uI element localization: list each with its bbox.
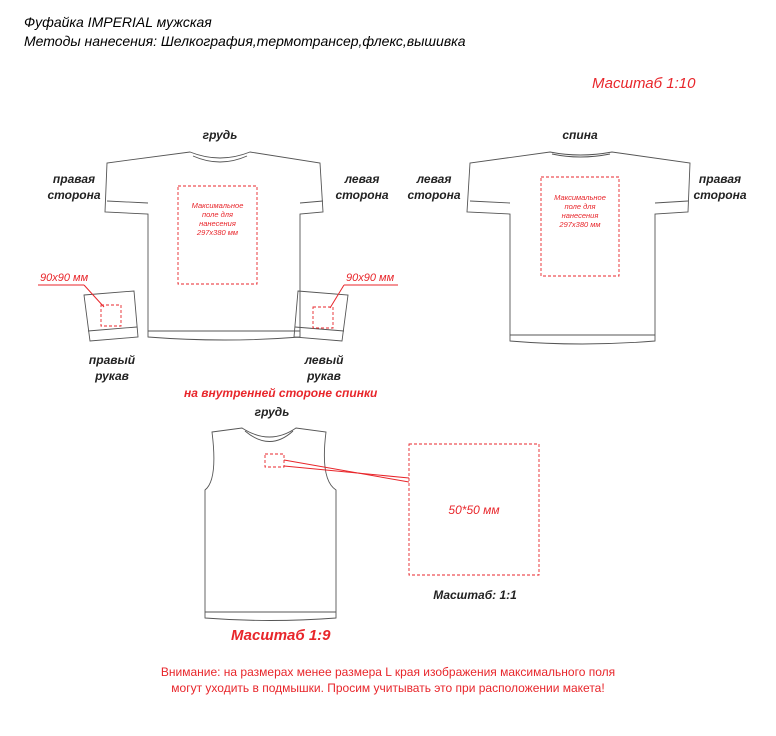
left-sleeve-outline	[294, 291, 348, 341]
back-right-side-1: правая	[698, 172, 742, 186]
zoom-scale-label: Масштаб: 1:1	[433, 588, 517, 602]
front-field-line-1: Максимальное	[191, 201, 244, 210]
page-title: Фуфайка IMPERIAL мужская	[24, 14, 212, 30]
front-field-line-2: поле для	[202, 210, 233, 219]
left-sleeve-print-field	[313, 307, 333, 328]
warning-line-1: Внимание: на размерах менее размера L края изображения максимального поля	[160, 665, 616, 679]
left-sleeve-label-1: левый	[304, 353, 344, 367]
right-sleeve-leader-d	[84, 285, 104, 307]
right-sleeve-size: 90x90 мм	[40, 272, 89, 284]
front-field-line-3: нанесения	[199, 219, 236, 228]
back-field-line-4: 297x380 мм	[559, 220, 601, 229]
inner-back-label: грудь	[254, 405, 290, 419]
left-sleeve-size: 90x90 мм	[346, 272, 395, 284]
right-sleeve-outline	[84, 291, 138, 341]
inner-back-scale: Масштаб 1:9	[231, 627, 331, 644]
scale-top: Масштаб 1:10	[592, 75, 696, 92]
right-sleeve-print-field	[101, 305, 121, 326]
inner-back-outline	[205, 428, 336, 621]
back-tshirt-outline	[467, 152, 690, 344]
right-sleeve-label-1: правый	[88, 353, 136, 367]
front-label: грудь	[202, 128, 238, 142]
back-left-side-1: левая	[416, 172, 452, 186]
front-right-side-2: сторона	[47, 188, 101, 202]
methods-line: Методы нанесения: Шелкография,термотрансер,флекс,вышивка	[24, 33, 466, 49]
back-field-line-3: нанесения	[561, 211, 599, 220]
back-label: спина	[562, 128, 598, 142]
left-sleeve-label-2: рукав	[307, 369, 341, 383]
warning-line-2: могут уходить в подмышки. Просим учитывать это при расположении макета!	[171, 681, 605, 695]
left-sleeve-leader-d	[330, 285, 344, 308]
back-field-line-2: поле для	[564, 202, 596, 211]
front-tshirt-outline	[105, 152, 323, 340]
back-field-line-1: Максимальное	[554, 193, 606, 202]
back-field-text	[541, 193, 619, 229]
front-field-line-4: 297x380 мм	[196, 228, 239, 237]
back-left-side-2: сторона	[407, 188, 461, 202]
zoom-leader-top	[284, 460, 409, 482]
front-field-text	[178, 201, 257, 237]
front-right-side-1: правая	[52, 172, 96, 186]
zoom-size-label: 50*50 мм	[448, 503, 500, 517]
right-sleeve-label-2: рукав	[95, 369, 129, 383]
inner-back-caption: на внутренней стороне спинки	[184, 386, 378, 400]
zoom-leader-bottom	[284, 466, 409, 478]
front-left-side-1: левая	[344, 172, 380, 186]
front-left-side-2: сторона	[335, 188, 389, 202]
back-right-side-2: сторона	[693, 188, 747, 202]
inner-label-field	[265, 454, 284, 467]
